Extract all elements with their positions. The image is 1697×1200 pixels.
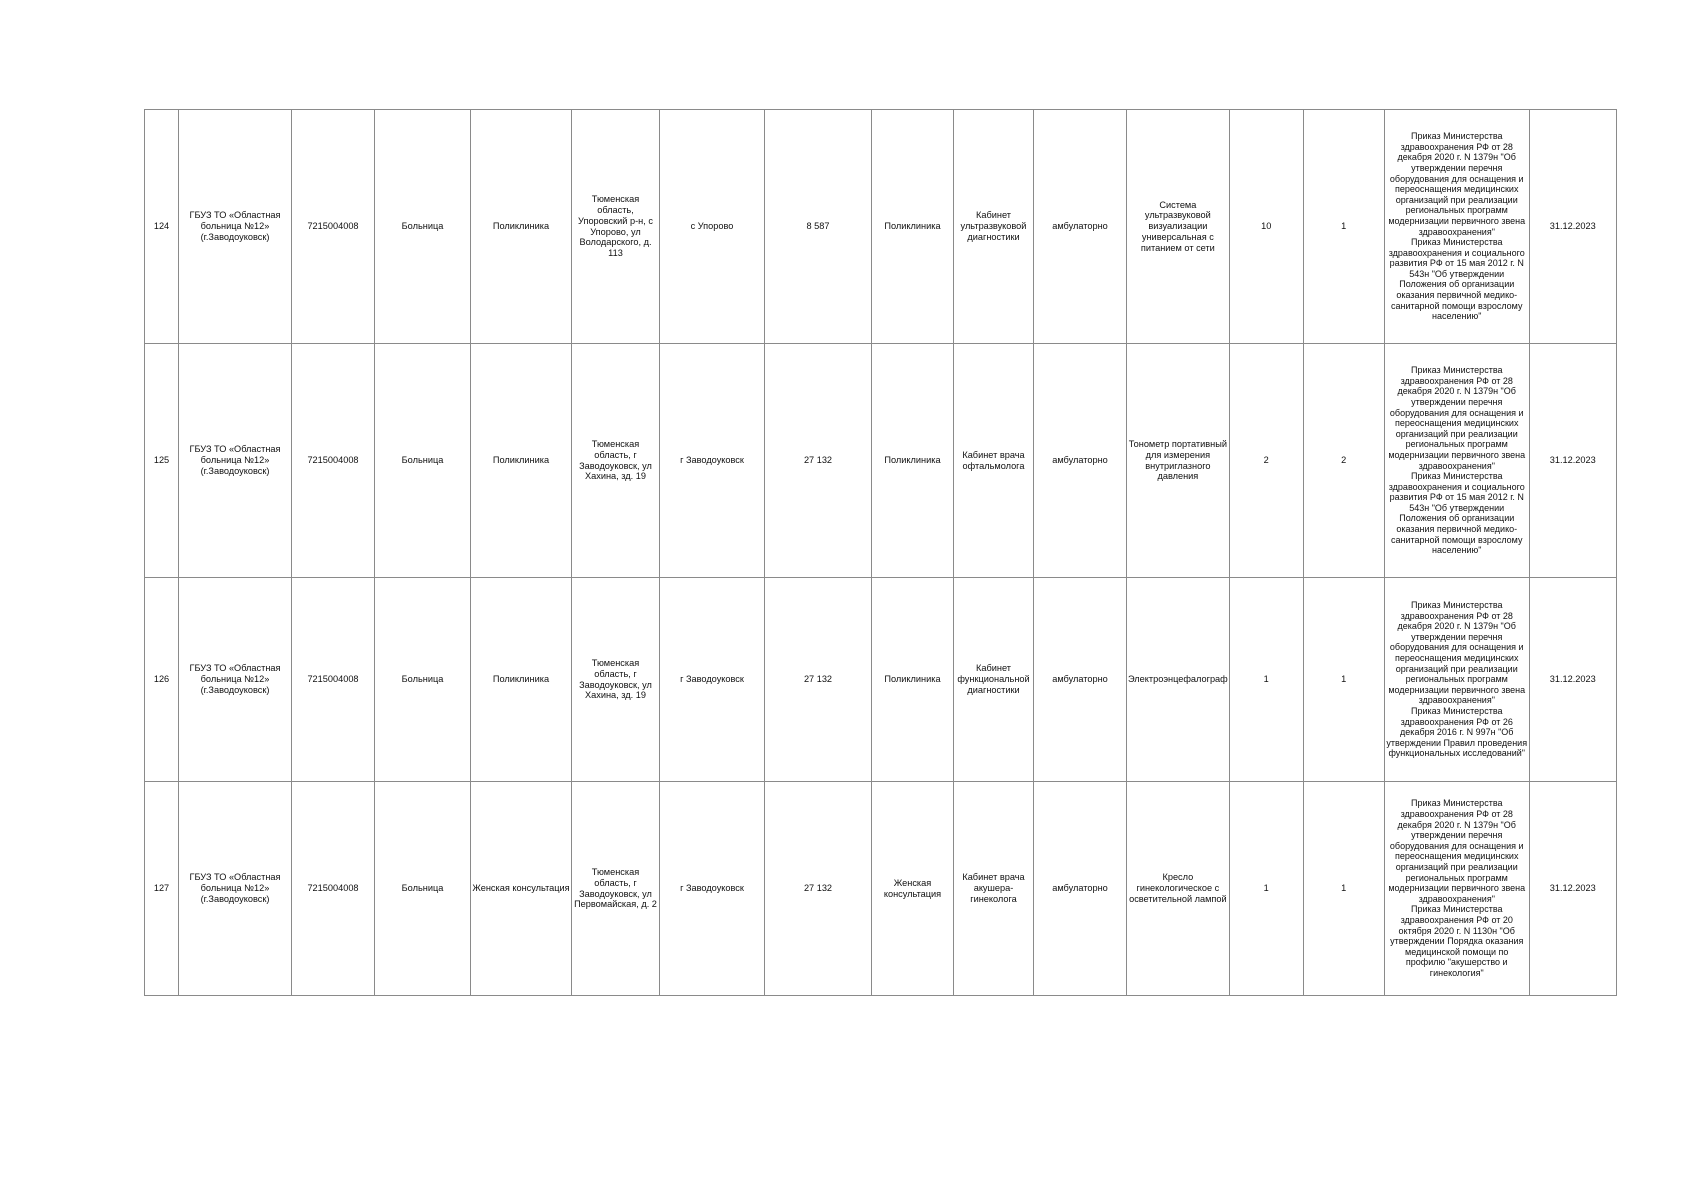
structural-unit: Поликлиника: [872, 344, 954, 578]
organization-type: Больница: [375, 344, 471, 578]
organization-name: ГБУЗ ТО «Областная больница №12» (г.Заводоуковск): [179, 782, 292, 996]
population: 8 587: [765, 110, 872, 344]
structural-unit: Поликлиника: [872, 578, 954, 782]
locality: г Заводоуковск: [660, 344, 765, 578]
population: 27 132: [765, 578, 872, 782]
equipment-name: Система ультразвуковой визуализации универсальная с питанием от сети: [1127, 110, 1230, 344]
organization-inn: 7215004008: [292, 578, 375, 782]
quantity-required: 1: [1229, 782, 1303, 996]
legal-basis: Приказ Министерства здравоохранения РФ от 28 декабря 2020 г. N 1379н "Об утверждении перечня оборудования для оснащения и переоснащения медицинских организаций при реализации региональных программ модернизации первичного звена здравоохранения" Приказ Министерства здравоохранения и социального развития РФ от 15 мая 2012 г. N 543н "Об утверждении Положения об организации оказания первичной медико-санитарной помощи взрослому населению": [1384, 344, 1529, 578]
division-name: Женская консультация: [471, 782, 572, 996]
locality: г Заводоуковск: [660, 782, 765, 996]
table-row: [145, 344, 1617, 578]
care-conditions: амбулаторно: [1034, 578, 1127, 782]
due-date: 31.12.2023: [1529, 782, 1616, 996]
organization-type: Больница: [375, 110, 471, 344]
care-conditions: амбулаторно: [1034, 344, 1127, 578]
organization-name: ГБУЗ ТО «Областная больница №12» (г.Заводоуковск): [179, 578, 292, 782]
table-row: [145, 782, 1617, 996]
division-name: Поликлиника: [471, 578, 572, 782]
locality: с Упорово: [660, 110, 765, 344]
population: 27 132: [765, 344, 872, 578]
division-name: Поликлиника: [471, 110, 572, 344]
structural-unit: Поликлиника: [872, 110, 954, 344]
quantity-required: 2: [1229, 344, 1303, 578]
room-name: Кабинет врача офтальмолога: [954, 344, 1034, 578]
row-number: 125: [145, 344, 179, 578]
organization-name: ГБУЗ ТО «Областная больница №12» (г.Заводоуковск): [179, 344, 292, 578]
room-name: Кабинет врача акушера-гинеколога: [954, 782, 1034, 996]
row-number: 126: [145, 578, 179, 782]
due-date: 31.12.2023: [1529, 110, 1616, 344]
quantity-available: 1: [1303, 578, 1384, 782]
address: Тюменская область, г Заводоуковск, ул Первомайская, д. 2: [572, 782, 660, 996]
equipment-name: Тонометр портативный для измерения внутриглазного давления: [1127, 344, 1230, 578]
table-row: [145, 578, 1617, 782]
legal-basis: Приказ Министерства здравоохранения РФ от 28 декабря 2020 г. N 1379н "Об утверждении перечня оборудования для оснащения и переоснащения медицинских организаций при реализации региональных программ модернизации первичного звена здравоохранения" Приказ Министерства здравоохранения РФ от 26 декабря 2016 г. N 997н "Об утверждении Правил проведения функциональных исследований": [1384, 578, 1529, 782]
equipment-name: Кресло гинекологическое с осветительной лампой: [1127, 782, 1230, 996]
equipment-name: Электроэнцефалограф: [1127, 578, 1230, 782]
care-conditions: амбулаторно: [1034, 110, 1127, 344]
due-date: 31.12.2023: [1529, 578, 1616, 782]
locality: г Заводоуковск: [660, 578, 765, 782]
row-number: 124: [145, 110, 179, 344]
quantity-available: 2: [1303, 344, 1384, 578]
quantity-available: 1: [1303, 110, 1384, 344]
quantity-required: 10: [1229, 110, 1303, 344]
address: Тюменская область, г Заводоуковск, ул Хахина, зд. 19: [572, 578, 660, 782]
legal-basis: Приказ Министерства здравоохранения РФ от 28 декабря 2020 г. N 1379н "Об утверждении перечня оборудования для оснащения и переоснащения медицинских организаций при реализации региональных программ модернизации первичного звена здравоохранения" Приказ Министерства здравоохранения и социального развития РФ от 15 мая 2012 г. N 543н "Об утверждении Положения об организации оказания первичной медико-санитарной помощи взрослому населению": [1384, 110, 1529, 344]
address: Тюменская область, Упоровский р-н, с Упорово, ул Володарского, д. 113: [572, 110, 660, 344]
equipment-table: [144, 109, 1617, 996]
table-row: [145, 110, 1617, 344]
due-date: 31.12.2023: [1529, 344, 1616, 578]
quantity-required: 1: [1229, 578, 1303, 782]
room-name: Кабинет функциональной диагностики: [954, 578, 1034, 782]
organization-type: Больница: [375, 578, 471, 782]
organization-inn: 7215004008: [292, 782, 375, 996]
organization-name: ГБУЗ ТО «Областная больница №12» (г.Заводоуковск): [179, 110, 292, 344]
care-conditions: амбулаторно: [1034, 782, 1127, 996]
legal-basis: Приказ Министерства здравоохранения РФ от 28 декабря 2020 г. N 1379н "Об утверждении перечня оборудования для оснащения и переоснащения медицинских организаций при реализации региональных программ модернизации первичного звена здравоохранения" Приказ Министерства здравоохранения РФ от 20 октября 2020 г. N 1130н "Об утверждении Порядка оказания медицинской помощи по профилю "акушерство и гинекология": [1384, 782, 1529, 996]
population: 27 132: [765, 782, 872, 996]
address: Тюменская область, г Заводоуковск, ул Хахина, зд. 19: [572, 344, 660, 578]
organization-type: Больница: [375, 782, 471, 996]
room-name: Кабинет ультразвуковой диагностики: [954, 110, 1034, 344]
organization-inn: 7215004008: [292, 344, 375, 578]
structural-unit: Женская консультация: [872, 782, 954, 996]
row-number: 127: [145, 782, 179, 996]
organization-inn: 7215004008: [292, 110, 375, 344]
quantity-available: 1: [1303, 782, 1384, 996]
division-name: Поликлиника: [471, 344, 572, 578]
